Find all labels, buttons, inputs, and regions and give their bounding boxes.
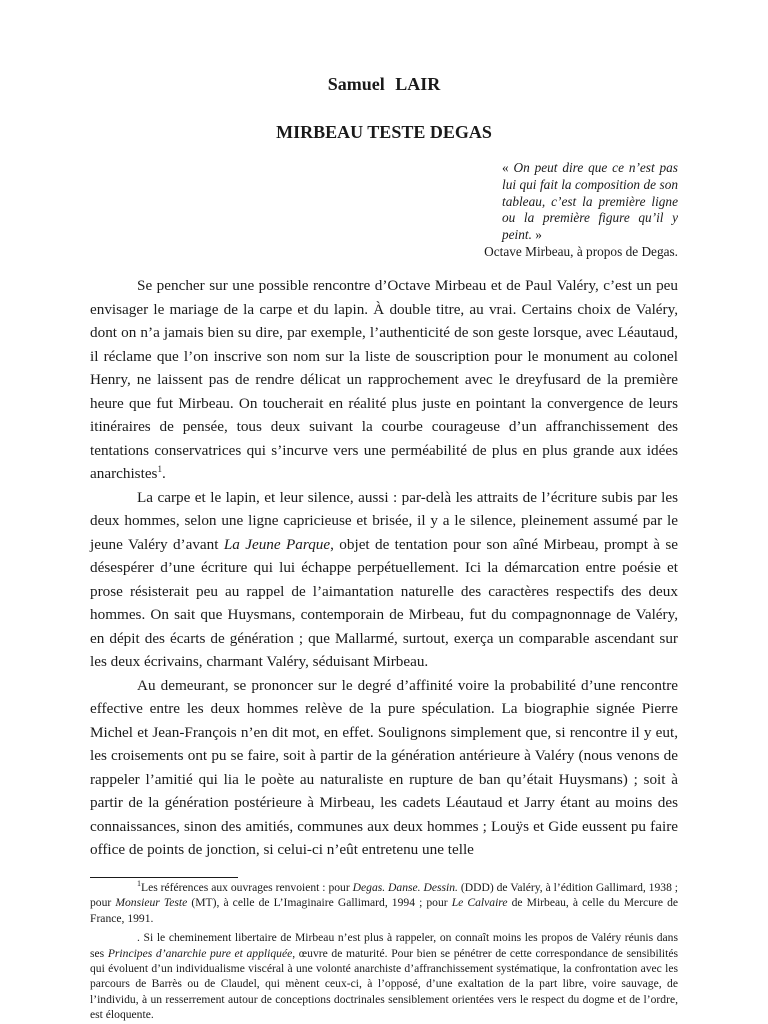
epigraph-text: On peut dire que ce n’est pas lui qui fait la composition de son tableau, c’est la première ligne ou la première figure qu’il y peint. — [502, 160, 678, 243]
epigraph-close-quote: » — [531, 227, 542, 243]
footnote-1-text-d: de Mirbeau, à celle du Mercure de France, 1991. — [90, 896, 679, 925]
epigraph-source: Octave Mirbeau, à propos de Degas. — [484, 243, 678, 259]
article-title: MIRBEAU TESTE DEGAS — [276, 122, 492, 142]
footnote-1-title-teste: Monsieur Teste — [115, 896, 188, 910]
epigraph — [430, 160, 678, 261]
body-text — [90, 274, 678, 862]
paragraph-3-text: Au demeurant, se prononcer sur le degré d’affinité voire la probabilité d’une rencontre effective entre les deux hommes relève de la pure spéculation. La biographie signée Pierre Michel et Jean-François n’en dit mot, en effet. Soulignons simplement que, si rencontre il y eut, les croisements ont pu se faire, soit à partir de la génération antérieure à Valéry (nous venons de rappeler l’amitié qui lia le poète au naturaliste en rupture de ban qu’était Huysmans) ; soit à partir de la génération postérieure à Mirbeau, les cadets Léautaud et Jarry étant au moins des connaissances, sinon des amitiés, communes aux deux hommes ; Louÿs et Gide eussent pu faire office de points de jonction, si celui-ci n’eût entretenu une telle — [90, 676, 678, 858]
footnote-1-title-ddd: Degas. Danse. Dessin. — [352, 881, 458, 894]
epigraph-quote — [502, 160, 678, 244]
footnote-2-title-principes: Principes d’anarchie pure et appliquée — [107, 946, 293, 960]
paragraph-2-text-a: La carpe et le lapin, et leur silence, aussi : par-delà les attraits de l’écriture subis par les deux hommes, selon une ligne capricieuse et brisée, il y a le silence, pleinement assumé par le jeune Valéry d’avant — [90, 488, 678, 553]
paragraph-1-end: . — [161, 465, 166, 482]
work-title-jeune-parque: La Jeune Parque — [223, 535, 331, 553]
footnote-2-text-b: , œuvre de maturité. Pour bien se pénétrer de cette correspondance de sensibilités qui évoluent d’un individualisme viscéral à une volonté anarchiste d’affranchissement systématique, la confrontation avec les parcours de Barrès ou de Claudel, qui mènent ceux-ci, à l’opposé, d’une exaltation de la part libre, voire sauvage, de l’individu, à un resserrement autour de conceptions doctrinales sensiblement orientées vers le respect du dogme et de l’ordre, est éloquente. — [90, 946, 678, 1022]
footnote-2 — [90, 930, 678, 1022]
footnote-1 — [90, 880, 678, 926]
footnote-2-text-a: . Si le cheminement libertaire de Mirbeau n’est plus à rappeler, on connaît moins les propos de Valéry réunis dans ses — [90, 931, 678, 960]
paragraph-2-text-b: , objet de tentation pour son aîné Mirbeau, prompt à se désespérer d’une écriture qui lui échappe perpétuellement. Ici la démarcation entre poésie et prose résisterait peu au rappel de l’aimantation naturelle des caractères respectifs des deux hommes. On sait que Huysmans, contemporain de Mirbeau, fut du compagnonnage de Valéry, en dépit des écarts de génération ; que Mallarmé, surtout, exerça un comparable ascendant sur les deux écrivains, charmant Valéry, séduisant Mirbeau. — [90, 535, 678, 670]
footnote-1-title-calvaire: Le Calvaire — [451, 896, 508, 910]
footnote-1-text-a: Les références aux ouvrages renvoient : pour — [141, 881, 353, 894]
epigraph-open-quote: « — [502, 160, 514, 175]
footnote-separator — [90, 877, 238, 878]
footnote-1-text-c: (MT), à celle de L’Imaginaire Gallimard, 1994 ; pour — [187, 896, 452, 910]
footnote-1-marker: 1 — [137, 879, 141, 889]
paragraph-1 — [90, 274, 678, 486]
paragraph-3 — [90, 674, 678, 862]
footnote-ref-1[interactable]: 1 — [157, 463, 162, 474]
paragraph-2 — [90, 486, 678, 674]
footnotes — [90, 880, 678, 1023]
paragraph-1-text: Se pencher sur une possible rencontre d’Octave Mirbeau et de Paul Valéry, c’est un peu envisager le mariage de la carpe et du lapin. À double titre, au vrai. Certains choix de Valéry, dont on n’a jamais bien su dire, par exemple, l’authenticité de son geste lorsque, avec Léautaud, il réclame que l’on inscrive son nom sur la liste de souscription pour le monument au colonel Henry, ne laissent pas de rendre délicat un rapprochement avec le dreyfusard de la première heure que fut Mirbeau. On toucherait en réalité plus juste en pointant la convergence de leurs itinéraires de pensée, tous deux suivant la courbe courageuse d’un affranchissement des tentations conservatrices qui s’incurve vers une perméabilité de plus en plus grande aux idées anarchistes — [90, 277, 678, 482]
footnote-1-text-b: (DDD) de Valéry, à l’édition Gallimard, 1938 ; pour — [90, 881, 679, 910]
author-name: Samuel LAIR — [327, 74, 441, 94]
